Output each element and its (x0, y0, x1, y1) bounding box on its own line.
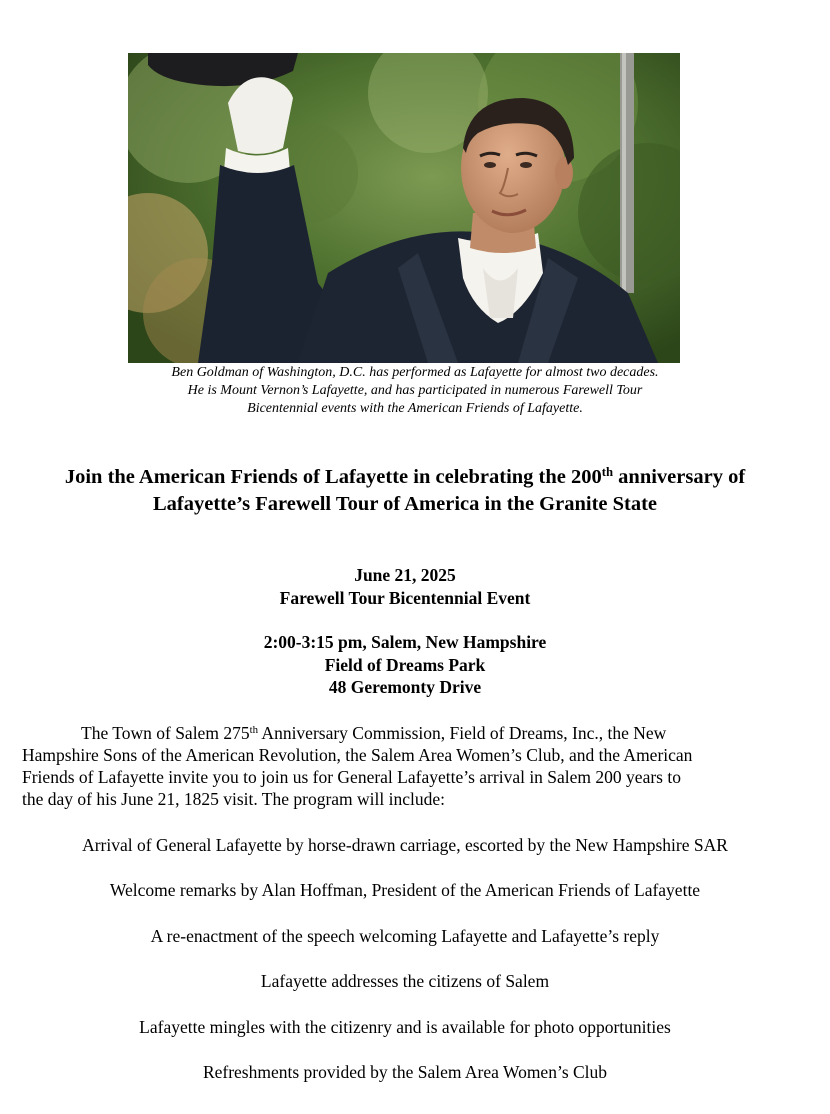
program-item: Lafayette addresses the citizens of Salem (260, 971, 550, 992)
headline-line-2: Lafayette’s Farewell Tour of America in the Granite State (152, 493, 658, 515)
program-item: Arrival of General Lafayette by horse-drawn carriage, escorted by the New Hampshire SAR (82, 835, 728, 855)
program-list (10, 834, 800, 1106)
caption-line-1: Ben Goldman of Washington, D.C. has performed as Lafayette for almost two decades. (171, 365, 659, 380)
caption-line-2: He is Mount Vernon’s Lafayette, and has participated in numerous Farewell Tour (187, 383, 643, 398)
event-time-location: 2:00-3:15 pm, Salem, New Hampshire (263, 632, 547, 652)
intro-line-4: the day of his June 21, 1825 visit. The program will include: (22, 789, 446, 809)
program-item: Welcome remarks by Alan Hoffman, President of the American Friends of Lafayette (109, 880, 701, 901)
intro-line-3: Friends of Lafayette invite you to join us for General Lafayette’s arrival in Salem 200 years to (22, 767, 681, 787)
intro-paragraph (22, 722, 812, 810)
headline-ordinal-suffix: th (601, 465, 614, 480)
intro-line-1 (22, 722, 812, 744)
lafayette-portrait-photo (128, 53, 680, 363)
intro-line-1-end: Anniversary Commission, Field of Dreams, Inc., the New (258, 723, 667, 743)
headline-line-1-text: Join the American Friends of Lafayette in celebrating the 200 (64, 466, 602, 488)
portrait-photo-icon (128, 53, 680, 363)
event-name: Farewell Tour Bicentennial Event (279, 587, 531, 608)
program-item: Refreshments provided by the Salem Area Women’s Club (202, 1061, 608, 1082)
intro-line-2: Hampshire Sons of the American Revolution, the Salem Area Women’s Club, and the American (22, 745, 693, 765)
intro-ordinal-suffix: th (249, 724, 259, 737)
intro-line-1-text: The Town of Salem 275 (81, 723, 250, 743)
headline-line-1 (10, 464, 800, 491)
program-item: Lafayette mingles with the citizenry and is available for photo opportunities (139, 1016, 671, 1037)
event-date: June 21, 2025 (354, 565, 456, 585)
program-item: A re-enactment of the speech welcoming Lafayette and Lafayette’s reply (150, 925, 660, 946)
headline-line-1-end: anniversary of (613, 466, 746, 488)
photo-caption (60, 364, 770, 418)
invitation-headline (10, 464, 800, 518)
event-venue: Field of Dreams Park (324, 654, 486, 675)
event-address: 48 Geremonty Drive (328, 677, 482, 697)
event-details (100, 564, 710, 699)
caption-line-3: Bicentennial events with the American Friends of Lafayette. (247, 401, 583, 416)
